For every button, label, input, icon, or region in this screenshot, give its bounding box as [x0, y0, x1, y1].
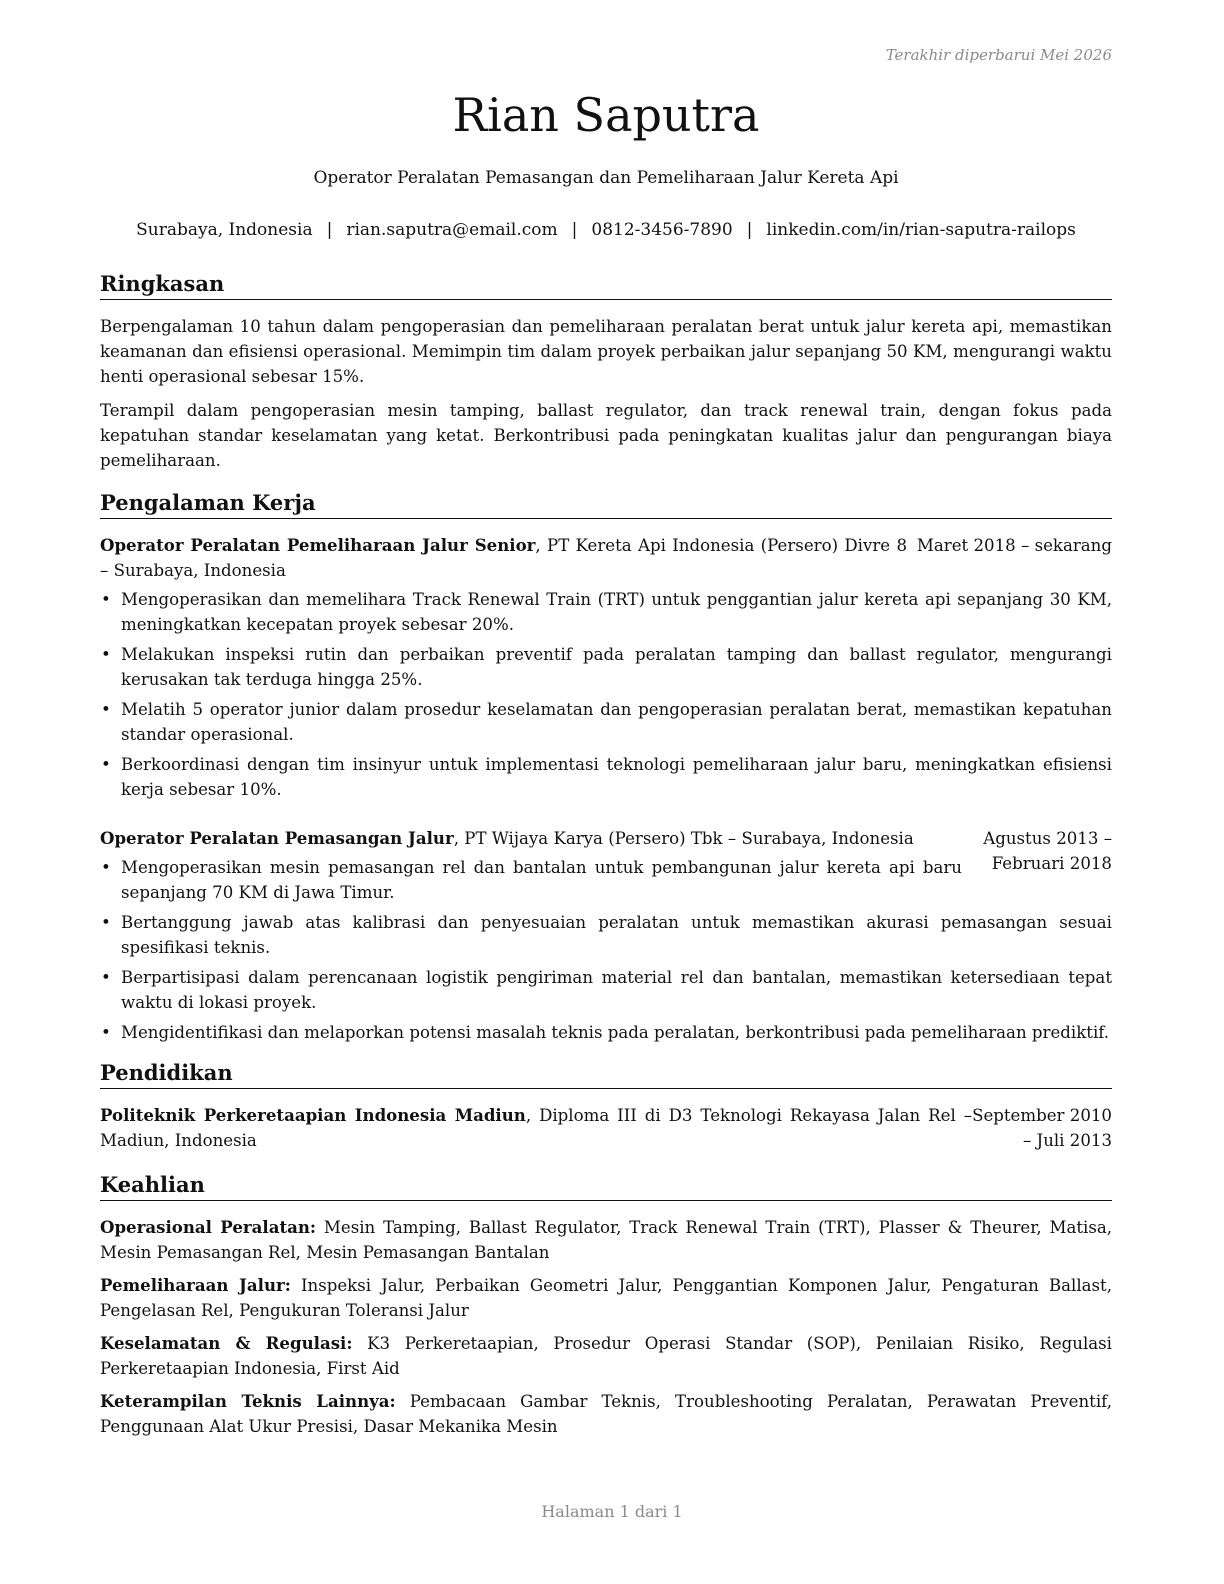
job-bullets [100, 587, 1112, 802]
candidate-title: Operator Peralatan Pemasangan dan Pemeliharaan Jalur Kereta Api [313, 168, 899, 188]
bullet-icon: • [101, 858, 111, 877]
bullet-text: Berkoordinasi dengan tim insinyur untuk implementasi teknologi pemeliharaan jalur baru, meningkatkan efisiensi kerja sebesar 10%. [121, 755, 1112, 799]
education-section [100, 1059, 1112, 1153]
bullet-icon: • [101, 590, 111, 609]
education-dates: September 2010 – Juli 2013 [972, 1106, 1112, 1150]
education-entry [100, 1103, 1112, 1153]
job-dates: Agustus 2013 – Februari 2018 [983, 829, 1112, 873]
bullet-text: Bertanggung jawab atas kalibrasi dan penyesuaian peralatan untuk memastikan akurasi pemasangan sesuai spesifikasi teknis. [121, 913, 1112, 957]
skill-items: Mesin Tamping, Ballast Regulator, Track Renewal Train (TRT), Plasser & Theurer, Matisa, Mesin Pemasangan Rel, Mesin Pemasangan Bantalan [100, 1218, 1112, 1262]
contact-location: Surabaya, Indonesia [136, 220, 313, 240]
bullet-text: Melakukan inspeksi rutin dan perbaikan preventif pada peralatan tamping dan ballast regulator, mengurangi kerusakan tak terduga hingga 25%. [121, 645, 1112, 689]
skill-items: K3 Perkeretaapian, Prosedur Operasi Standar (SOP), Penilaian Risiko, Regulasi Perkeretaapian Indonesia, First Aid [100, 1334, 1112, 1378]
skill-items: Inspeksi Jalur, Perbaikan Geometri Jalur, Penggantian Komponen Jalur, Pengaturan Ballast, Pengelasan Rel, Pengukuran Toleransi Jalur [100, 1276, 1113, 1320]
list-item [100, 965, 1112, 1015]
job-bullets [100, 855, 1112, 1045]
skill-category: Keselamatan & Regulasi: [100, 1333, 353, 1353]
job-dates: Maret 2018 – sekarang [916, 536, 1112, 555]
skill-group [100, 1389, 1112, 1439]
job-role: Operator Peralatan Pemasangan Jalur [100, 828, 454, 848]
candidate-name: Rian Saputra [452, 88, 760, 142]
bullet-icon: • [101, 755, 111, 774]
list-item [100, 1020, 1112, 1045]
summary-paragraph: Terampil dalam pengoperasian mesin tamping, ballast regulator, dan track renewal train, dengan fokus pada kepatuhan standar keselamatan yang ketat. Berkontribusi pada peningkatan kualitas jalur dan pengurangan biaya pemeliharaan. [100, 401, 1112, 470]
contact-email[interactable]: rian.saputra@email.com [346, 220, 558, 240]
contact-line [100, 220, 1112, 240]
summary-section [100, 270, 1112, 473]
section-heading-experience: Pengalaman Kerja [100, 489, 1112, 519]
bullet-icon: • [101, 1023, 111, 1042]
job-org: , PT Kereta Api Indonesia (Persero) Divre 8 – Surabaya, Indonesia [100, 536, 907, 580]
bullet-icon: • [101, 913, 111, 932]
summary-paragraph: Berpengalaman 10 tahun dalam pengoperasian dan pemeliharaan peralatan berat untuk jalur kereta api, memastikan keamanan dan efisiensi operasional. Memimpin tim dalam proyek perbaikan jalur sepanjang 50 KM, mengurangi waktu henti operasional sebesar 15%. [100, 317, 1112, 386]
bullet-text: Mengidentifikasi dan melaporkan potensi masalah teknis pada peralatan, berkontribusi pada pemeliharaan prediktif. [121, 1023, 1110, 1042]
contact-separator: | [571, 220, 578, 240]
list-item [100, 910, 1112, 960]
resume-body [100, 270, 1112, 1447]
section-heading-skills: Keahlian [100, 1171, 1112, 1201]
list-item [100, 587, 1112, 637]
bullet-text: Melatih 5 operator junior dalam prosedur keselamatan dan pengoperasian peralatan berat, memastikan kepatuhan standar operasional. [121, 700, 1112, 744]
education-detail: , Diploma III di D3 Teknologi Rekayasa Jalan Rel – Madiun, Indonesia [100, 1106, 972, 1150]
skill-group [100, 1331, 1112, 1381]
list-item [100, 697, 1112, 747]
education-school: Politeknik Perkeretaapian Indonesia Madiun [100, 1105, 526, 1125]
contact-separator: | [746, 220, 753, 240]
contact-phone: 0812-3456-7890 [591, 220, 733, 240]
job-role: Operator Peralatan Pemeliharaan Jalur Senior [100, 535, 536, 555]
job-entry [100, 533, 1112, 802]
skill-category: Operasional Peralatan: [100, 1217, 317, 1237]
list-item [100, 855, 1112, 905]
section-heading-summary: Ringkasan [100, 270, 1112, 300]
bullet-text: Mengoperasikan dan memelihara Track Renewal Train (TRT) untuk penggantian jalur kereta api sepanjang 30 KM, meningkatkan kecepatan proyek sebesar 20%. [121, 590, 1112, 634]
bullet-icon: • [101, 968, 111, 987]
job-header [100, 533, 1112, 583]
contact-linkedin[interactable]: linkedin.com/in/rian-saputra-railops [766, 220, 1076, 240]
experience-section [100, 489, 1112, 1045]
section-heading-education: Pendidikan [100, 1059, 1112, 1089]
skill-items: Pembacaan Gambar Teknis, Troubleshooting Peralatan, Perawatan Preventif, Penggunaan Alat Ukur Presisi, Dasar Mekanika Mesin [100, 1392, 1112, 1436]
job-entry [100, 826, 1112, 1045]
job-header [100, 826, 1112, 873]
list-item [100, 752, 1112, 802]
bullet-text: Berpartisipasi dalam perencanaan logistik pengiriman material rel dan bantalan, memastikan ketersediaan tepat waktu di lokasi proyek. [121, 968, 1112, 1012]
skill-group [100, 1273, 1112, 1323]
list-item [100, 642, 1112, 692]
bullet-icon: • [101, 700, 111, 719]
bullet-text: Mengoperasikan mesin pemasangan rel dan bantalan untuk pembangunan jalur kereta api baru sepanjang 70 KM di Jawa Timur. [121, 858, 962, 902]
skill-category: Pemeliharaan Jalur: [100, 1275, 291, 1295]
skill-group [100, 1215, 1112, 1265]
skill-category: Keterampilan Teknis Lainnya: [100, 1391, 396, 1411]
last-updated-note: Terakhir diperbarui Mei 2026 [885, 46, 1112, 64]
skills-section [100, 1171, 1112, 1439]
page-number: Halaman 1 dari 1 [541, 1502, 683, 1521]
job-org: , PT Wijaya Karya (Persero) Tbk – Surabaya, Indonesia [453, 829, 914, 848]
contact-separator: | [326, 220, 333, 240]
bullet-icon: • [101, 645, 111, 664]
